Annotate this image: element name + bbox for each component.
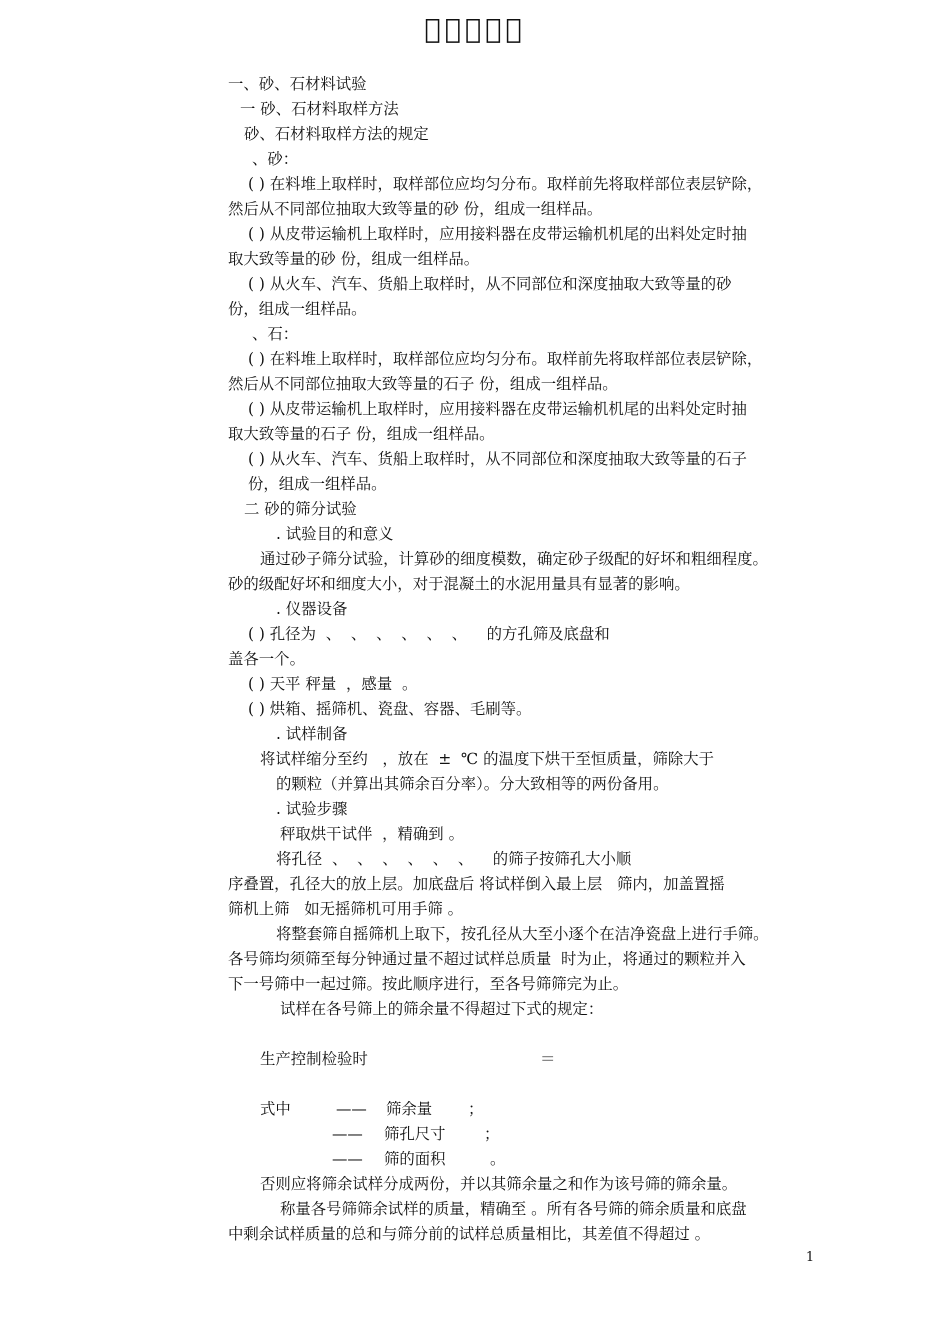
definition-row [228,1147,812,1172]
paragraph-line: 通过砂子筛分试验，计算砂的细度模数，确定砂子级配的好坏和粗细程度。 [260,550,768,568]
paragraph-line: 然后从不同部位抽取大致等量的砂 份，组成一组样品。 [228,200,603,218]
paragraph-line: 份，组成一组样品。 [228,300,367,318]
definition-dash: —— [332,1125,363,1143]
paragraph-line: 将孔径 、 、 、 、 、 、 的筛子按筛孔大小顺 [276,850,632,868]
paragraph-line: ( ) 孔径为 、 、 、 、 、 、 的方孔筛及底盘和 [248,625,610,643]
paragraph-line: 的颗粒（并算出其筛余百分率）。分大致相等的两份备用。 [276,775,669,793]
page-title: 􀀀􀀀􀀀􀀀􀀀 [424,14,526,45]
formula-label: 生产控制检验时 [260,1050,368,1068]
step-heading: . 仪器设备 [276,600,348,618]
step-heading: . 试验步骤 [276,800,348,818]
definition-end: 。 [490,1150,506,1168]
paragraph-line: 取大致等量的石子 份，组成一组样品。 [228,425,495,443]
paragraph-line: 筛机上筛 如无摇筛机可用手筛 。 [228,900,464,918]
formula-equals: ＝ [540,1050,556,1068]
subsection-heading: 砂、石材料取样方法的规定 [244,125,429,143]
definition-dash: —— [332,1150,363,1168]
paragraph-line: ( ) 烘箱、摇筛机、瓷盘、容器、毛刷等。 [248,700,532,718]
document-body [228,72,812,1247]
paragraph-line: 盖各一个。 [228,650,305,668]
item-label: 、砂： [252,150,299,168]
paragraph-line: ( ) 天平 秤量 ，感量 。 [248,675,418,693]
paragraph-line: 然后从不同部位抽取大致等量的石子 份，组成一组样品。 [228,375,618,393]
paragraph-line: ( ) 在料堆上取样时，取样部位应均匀分布。取样前先将取样部位表层铲除， [248,350,763,368]
paragraph-line: 中剩余试样质量的总和与筛分前的试样总质量相比，其差值不得超过 。 [228,1225,711,1243]
paragraph-line: ( ) 从火车、汽车、货船上取样时，从不同部位和深度抽取大致等量的砂 [248,275,732,293]
definition-row [228,1122,812,1147]
step-heading: . 试样制备 [276,725,348,743]
paragraph-line: 份，组成一组样品。 [248,475,387,493]
paragraph-line: ( ) 从皮带运输机上取样时，应用接料器在皮带运输机机尾的出料处定时抽 [248,400,747,418]
subsection-heading: 一 砂、石材料取样方法 [240,100,399,118]
subsection-heading: 二 砂的筛分试验 [244,500,357,518]
paragraph-line: 下一号筛中一起过筛。按此顺序进行，至各号筛筛完为止。 [228,975,629,993]
paragraph-line: 否则应将筛余试样分成两份，并以其筛余量之和作为该号筛的筛余量。 [260,1175,738,1193]
paragraph-line: ( ) 在料堆上取样时，取样部位应均匀分布。取样前先将取样部位表层铲除， [248,175,763,193]
paragraph-line: ( ) 从皮带运输机上取样时，应用接料器在皮带运输机机尾的出料处定时抽 [248,225,747,243]
paragraph-line: 序叠置，孔径大的放上层。加底盘后 将试样倒入最上层 筛内，加盖置摇 [228,875,725,893]
paragraph-line: 将整套筛自摇筛机上取下，按孔径从大至小逐个在洁净瓷盘上进行手筛。 [276,925,769,943]
paragraph-line: 取大致等量的砂 份，组成一组样品。 [228,250,480,268]
step-heading: . 试验目的和意义 [276,525,394,543]
definition-end: ； [484,1125,500,1143]
paragraph-line: 秤取烘干试伴 ，精确到 。 [280,825,464,843]
definition-text: 筛的面积 [384,1150,446,1168]
spacer [228,1022,812,1047]
definition-text: 筛孔尺寸 [384,1125,446,1143]
definition-dash: —— [336,1100,367,1118]
definition-row [228,1097,812,1122]
paragraph-line: 称量各号筛筛余试样的质量，精确至 。所有各号筛的筛余质量和底盘 [280,1200,747,1218]
definition-end: ； [468,1100,484,1118]
paragraph-line: 各号筛均须筛至每分钟通过量不超过试样总质量 时为止，将通过的颗粒并入 [228,950,746,968]
paragraph-line: 将试样缩分至约 ，放在 ± ℃ 的温度下烘干至恒质量，筛除大于 [260,750,715,768]
paragraph-line: 砂的级配好坏和细度大小，对于混凝土的水泥用量具有显著的影响。 [228,575,690,593]
paragraph-line: 试样在各号筛上的筛余量不得超过下式的规定： [280,1000,604,1018]
definition-intro: 式中 [260,1100,291,1118]
formula [228,1047,812,1072]
spacer [228,1072,812,1097]
item-label: 、石： [252,325,299,343]
definition-text: 筛余量 [386,1100,433,1118]
section-heading: 一、砂、石材料试验 [228,75,367,93]
paragraph-line: ( ) 从火车、汽车、货船上取样时，从不同部位和深度抽取大致等量的石子 [248,450,747,468]
page-number: 1 [805,1250,815,1265]
